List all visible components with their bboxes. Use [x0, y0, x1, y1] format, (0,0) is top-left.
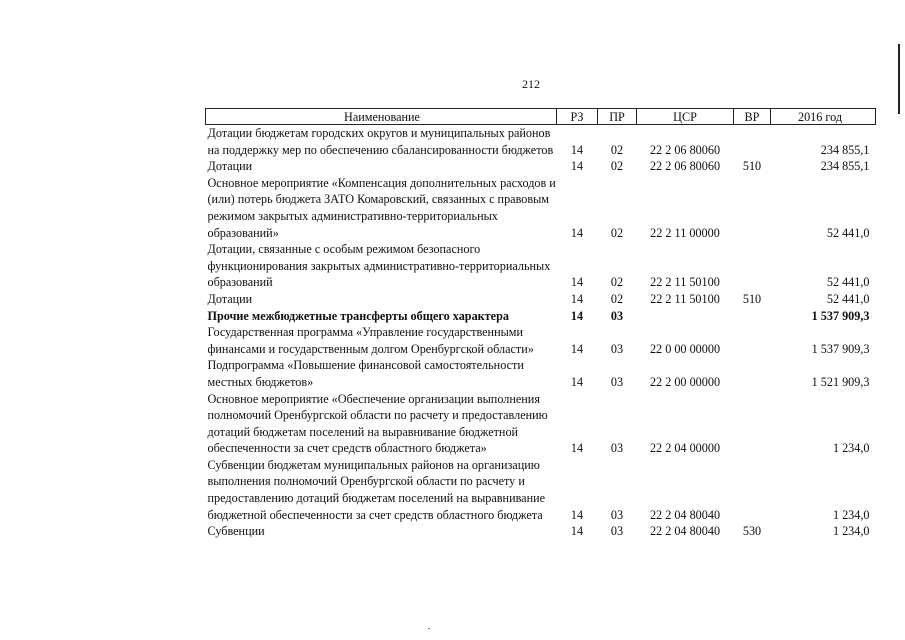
- row-vr: [734, 457, 771, 523]
- row-name: Дотации: [207, 159, 253, 174]
- row-vr: [734, 175, 771, 241]
- row-sum: 1 537 909,3: [811, 341, 870, 356]
- row-vr: 510: [742, 291, 762, 306]
- table-row: [206, 158, 876, 175]
- row-vr: 530: [742, 524, 762, 539]
- page-number: 212: [522, 77, 540, 91]
- row-rz: 14: [570, 159, 584, 174]
- row-rz: 14: [570, 291, 584, 306]
- row-csr: 22 2 06 80060: [649, 142, 721, 157]
- row-vr: [734, 357, 771, 390]
- row-sum: 1 537 909,3: [811, 308, 870, 323]
- row-csr: 22 2 04 80040: [649, 524, 721, 539]
- row-csr: 22 2 04 00000: [649, 441, 721, 456]
- row-vr: [734, 125, 771, 159]
- row-name: Дотации, связанные с особым режимом безопасного функционирования закрытых административно-территориальных образований: [207, 242, 551, 290]
- row-rz: 14: [570, 374, 584, 389]
- row-rz: 14: [570, 524, 584, 539]
- header-pr: ПР: [598, 109, 637, 125]
- row-sum: 1 234,0: [832, 441, 870, 456]
- row-pr: 03: [610, 507, 624, 522]
- row-sum: 1 234,0: [832, 507, 870, 522]
- row-sum: 52 441,0: [826, 225, 870, 240]
- row-rz: 14: [570, 142, 584, 157]
- table-row: [206, 391, 876, 457]
- row-sum: 1 521 909,3: [811, 374, 870, 389]
- row-pr: 02: [610, 291, 624, 306]
- row-name: Государственная программа «Управление государственными финансами и государственным долгом Оренбургской области»: [207, 325, 534, 356]
- scan-dot: [428, 628, 430, 629]
- row-pr: 03: [610, 441, 624, 456]
- table-row: [206, 523, 876, 540]
- row-rz: 14: [570, 308, 584, 323]
- header-vr: ВР: [734, 109, 771, 125]
- row-pr: 03: [610, 308, 624, 323]
- row-rz: 14: [570, 441, 584, 456]
- table-row: [206, 357, 876, 390]
- row-csr: 22 2 00 00000: [649, 374, 721, 389]
- row-csr: 22 0 00 00000: [649, 341, 721, 356]
- row-rz: 14: [570, 507, 584, 522]
- row-csr: 22 2 06 80060: [649, 159, 721, 174]
- row-name: Подпрограмма «Повышение финансовой самостоятельности местных бюджетов»: [207, 358, 524, 389]
- header-csr: ЦСР: [637, 109, 734, 125]
- row-sum: 52 441,0: [826, 291, 870, 306]
- row-pr: 02: [610, 159, 624, 174]
- table-row: [206, 241, 876, 291]
- scan-edge-mark: [898, 44, 900, 114]
- table-row: [206, 457, 876, 523]
- row-name: Прочие межбюджетные трансферты общего характера: [207, 308, 509, 323]
- row-rz: 14: [570, 341, 584, 356]
- header-name: Наименование: [206, 109, 557, 125]
- row-csr: [637, 308, 734, 325]
- row-pr: 02: [610, 225, 624, 240]
- row-vr: [734, 324, 771, 357]
- row-vr: [734, 241, 771, 291]
- row-csr: 22 2 11 00000: [650, 225, 720, 240]
- row-csr: 22 2 04 80040: [649, 507, 721, 522]
- row-pr: 02: [610, 275, 624, 290]
- row-name: Субвенции бюджетам муниципальных районов на организацию выполнения полномочий Оренбургской области по расчету и предоставлению дотаций бюджетам поселений на выравнивание бюджетной обеспеченности за счет средств областного бюджета: [207, 457, 546, 522]
- table-row: [206, 308, 876, 325]
- table-row: [206, 175, 876, 241]
- row-sum: 1 234,0: [832, 524, 870, 539]
- table-row: [206, 324, 876, 357]
- table-body: [206, 125, 876, 540]
- row-csr: 22 2 11 50100: [650, 275, 720, 290]
- row-pr: 03: [610, 524, 624, 539]
- table-row: [206, 125, 876, 159]
- row-pr: 03: [610, 374, 624, 389]
- row-name: Основное мероприятие «Компенсация дополнительных расходов и (или) потерь бюджета ЗАТО Комаровский, связанных с правовым режимом закрытых административно-территориальных образований»: [207, 175, 556, 240]
- row-sum: 234 855,1: [820, 142, 870, 157]
- header-year: 2016 год: [771, 109, 876, 125]
- row-name: Основное мероприятие «Обеспечение организации выполнения полномочий Оренбургской области по расчету и предоставлению дотаций бюджетам поселений на выравнивание бюджетной обеспеченности за счет средств областного бюджета»: [207, 391, 548, 456]
- row-vr: [734, 308, 771, 325]
- row-name: Дотации бюджетам городских округов и муниципальных районов на поддержку мер по обеспечению сбалансированности бюджетов: [207, 126, 554, 157]
- table-row: [206, 291, 876, 308]
- row-csr: 22 2 11 50100: [650, 291, 720, 306]
- row-pr: 03: [610, 341, 624, 356]
- table-header-row: [206, 109, 876, 125]
- row-name: Субвенции: [207, 524, 265, 539]
- header-rz: РЗ: [557, 109, 598, 125]
- row-vr: 510: [742, 159, 762, 174]
- row-pr: 02: [610, 142, 624, 157]
- row-rz: 14: [570, 275, 584, 290]
- row-vr: [734, 391, 771, 457]
- row-name: Дотации: [207, 291, 253, 306]
- row-sum: 234 855,1: [820, 159, 870, 174]
- row-rz: 14: [570, 225, 584, 240]
- row-sum: 52 441,0: [826, 275, 870, 290]
- budget-table: [205, 108, 876, 540]
